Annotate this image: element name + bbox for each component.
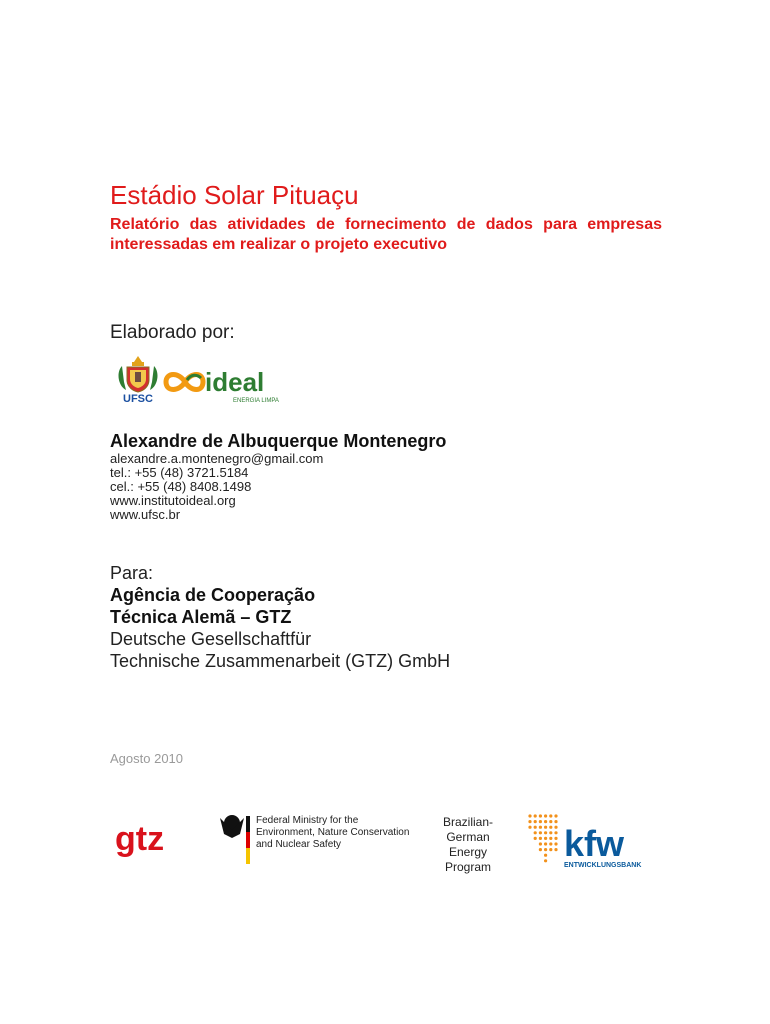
bgep-line-1: Brazilian- xyxy=(442,815,493,829)
document-title: Estádio Solar Pituaçu xyxy=(110,180,359,210)
recipient-line-4: Technische Zusammenarbeit (GTZ) GmbH xyxy=(110,651,451,671)
ufsc-logo xyxy=(112,352,164,404)
kfw-logo-text: kfw xyxy=(564,823,625,864)
ideal-logo xyxy=(163,364,279,404)
recipient-block xyxy=(110,562,450,672)
recipient-line-3: Deutsche Gesellschaftfür xyxy=(110,629,312,649)
gtz-logo-text: gtz xyxy=(115,820,165,858)
document-date: Agosto 2010 xyxy=(110,751,184,766)
bgep-line-2: German xyxy=(446,830,490,844)
ideal-logo-tagline: ENERGIA LIMPA xyxy=(233,398,279,404)
bgep-label xyxy=(428,815,508,875)
ufsc-coat-of-arms-icon xyxy=(119,356,158,392)
bgep-line-4: Program xyxy=(444,860,491,874)
recipient-line-2: Técnica Alemã – GTZ xyxy=(110,607,292,627)
recipient-line-1: Agência de Cooperação xyxy=(110,585,316,605)
author-cel: cel.: +55 (48) 8408.1498 xyxy=(110,479,252,494)
bmu-logo xyxy=(210,808,412,870)
kfw-logo-tagline: ENTWICKLUNGSBANK xyxy=(564,862,642,869)
bmu-line-2: Environment, Nature Conservation xyxy=(256,827,410,838)
author-website-ufsc: www.ufsc.br xyxy=(110,507,181,522)
author-website-ideal: www.institutoideal.org xyxy=(110,493,236,508)
recipient-label: Para: xyxy=(110,563,154,583)
federal-eagle-icon xyxy=(220,815,244,838)
document-subtitle: Relatório das atividades de fornecimento de dados para empresas interessadas em realizar o projeto executivo xyxy=(110,216,662,253)
bmu-line-3: and Nuclear Safety xyxy=(256,839,342,850)
bgep-line-3: Energy xyxy=(448,845,488,859)
author-name: Alexandre de Albuquerque Montenegro xyxy=(110,431,447,451)
kfw-logo xyxy=(526,810,668,872)
kfw-dot-pattern-icon xyxy=(528,814,557,862)
prepared-by-label: Elaborado por: xyxy=(110,322,235,343)
author-tel: tel.: +55 (48) 3721.5184 xyxy=(110,465,249,480)
bmu-line-1: Federal Ministry for the xyxy=(256,815,359,826)
infinity-leaf-icon xyxy=(166,375,203,390)
gtz-logo xyxy=(113,818,183,862)
author-email: alexandre.a.montenegro@gmail.com xyxy=(110,451,324,466)
ufsc-logo-text: UFSC xyxy=(123,393,153,404)
ideal-logo-text: ideal xyxy=(205,367,265,397)
